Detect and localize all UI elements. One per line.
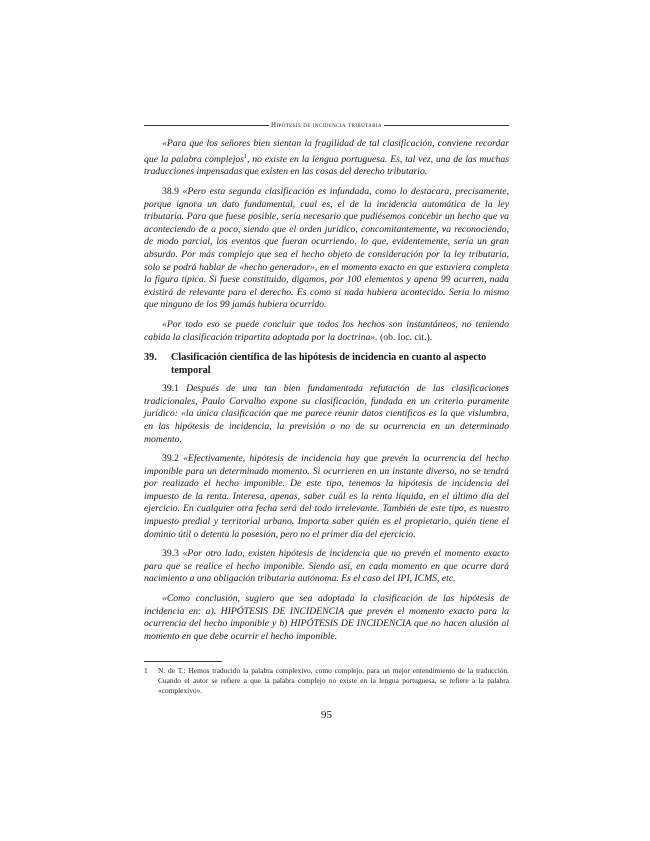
paragraph-text: «Efectivamente, hipótesis de incidencia hay que prevén la ocurrencia del hecho imponible para un determinado momento. Si ocurrieren en un instante diverso, no se tendrá por realizado el hecho imponible. De este tipo, tenemos la hipótesis de incidencia del impuesto de la renta. Interesa, apenas, saber cuál es la renta líquida, en el último día del ejercicio. En cualquier otra fecha será del todo irrelevante. También de este tipo, es nuestro impuesto predial y territorial urbano. Importa saber quién es el propietario, quién tiene el dominio útil o detenta la posesión, pero no el primer día del ejercicio. [144,453,509,540]
header-rule-left [144,125,269,126]
paragraph-text: «Por otro lado, existen hipótesis de incidencia que no prevén el momento exacto para que se realice el hecho imponible. Siendo así, en cada momento en que ocurre dará nacimiento a una obligación tributaria autónoma. Es el caso del IPI, ICMS, etc. [144,548,510,585]
section-number: 39. [144,352,157,364]
quote-text: «Por todo eso se puede concluir que todos los hechos son instantáneos, no teniendo cabida la clasificación tripartita adoptada por la doctrina». [144,318,509,343]
section-heading [144,351,509,377]
paragraph-number: 39.2 [162,453,179,465]
paragraph-number: 38.9 [162,186,179,198]
header-rule-right [384,125,509,126]
footnote-rule [144,661,222,662]
paragraph-conclusion: «Como conclusión, sugiero que sea adoptada la clasificación de las hipótesis de incidencia en: a). HIPÓTESIS DE INCIDENCIA que prevén el momento exacto para la ocurrencia del hecho imponible y b) HIPÓTESIS DE INCIDENCIA que no hacen alusión al momento en que debe ocurrir el hecho imponible. [144,593,509,642]
paragraph-39-2 [144,453,509,541]
book-page [144,118,509,721]
quote-1-rest: , no existe en la lengua portuguesa. Es, tal vez, una de las muchas traducciones impensadas que existen en las cosas del derecho tributario. [144,153,509,178]
footnote-ref: 1 [244,153,248,160]
running-header [144,118,509,132]
paragraph-39-3 [144,548,509,586]
paragraph-quote-1 [144,138,509,179]
citation: (ob. loc. cit.). [377,331,433,343]
paragraph-39-1 [144,383,509,446]
page-number: 95 [321,709,332,722]
footnote-mark: 1 [144,666,148,676]
paragraph-quote-conclusion [144,319,509,344]
footnote-text: N. de T.: Hemos traducido la palabra complexivo, como complejo, para un mejor entendimiento de la traducción. Cuando el autor se refiere a que la palabra complejo no existe en la lengua portuguesa, se refiere a la palabra «complexivo». [158,666,509,695]
paragraph-text: Después de una tan bien fundamentada refutación de las clasificaciones tradicionales, Paulo Carvalho expone su clasificación, fundada en un criterio puramente jurídico: «la única clasificación que me parece reunir datos científicos es la que vislumbra, en las hipótesis de incidencia, la previsión o no de su ocurrencia en un determinado momento. [144,383,510,445]
paragraph-38-9 [144,186,509,312]
running-title: Hipótesis de incidencia tributaria [271,121,382,129]
paragraph-text: «Pero esta segunda clasificación es infundada, como lo destacara, precisamente, porque ignora un dato fundamental, cual es, el de la incidencia automática de la ley tributaria. Para que fuese posible, sería necesario que pudiésemos concebir un hecho que va aconteciendo de a poco, siendo que el orden jurídico, concomitantemente, va reconociendo, de modo parcial, los eventos que fueran ocurriendo, lo que, evidentemente, sería un gran absurdo. Por más complejo que sea el hecho objeto de consideración por la ley tributaria, solo se podrá hablar de «hecho generador», en el momento exacto en que estuviera completa la figura típica. Si fuese constituido, digamos, por 100 elementos y apena 99 acurren, nada existirá de relevante para el derecho. Es como si nada hubiera acontecido. Sería lo mismo que ninguno de los 99 jamás hubiera ocurrido. [144,186,509,311]
paragraph-number: 39.1 [162,383,179,395]
section-title: Clasificación científica de las hipótesis de incidencia en cuanto al aspecto temporal [171,352,487,377]
footnote [144,666,509,695]
quote-1-text: «Para que los señores bien sientan la fragilidad de tal clasificación, conviene recordar que la palabra complejos [144,138,509,165]
paragraph-number: 39.3 [162,548,179,560]
